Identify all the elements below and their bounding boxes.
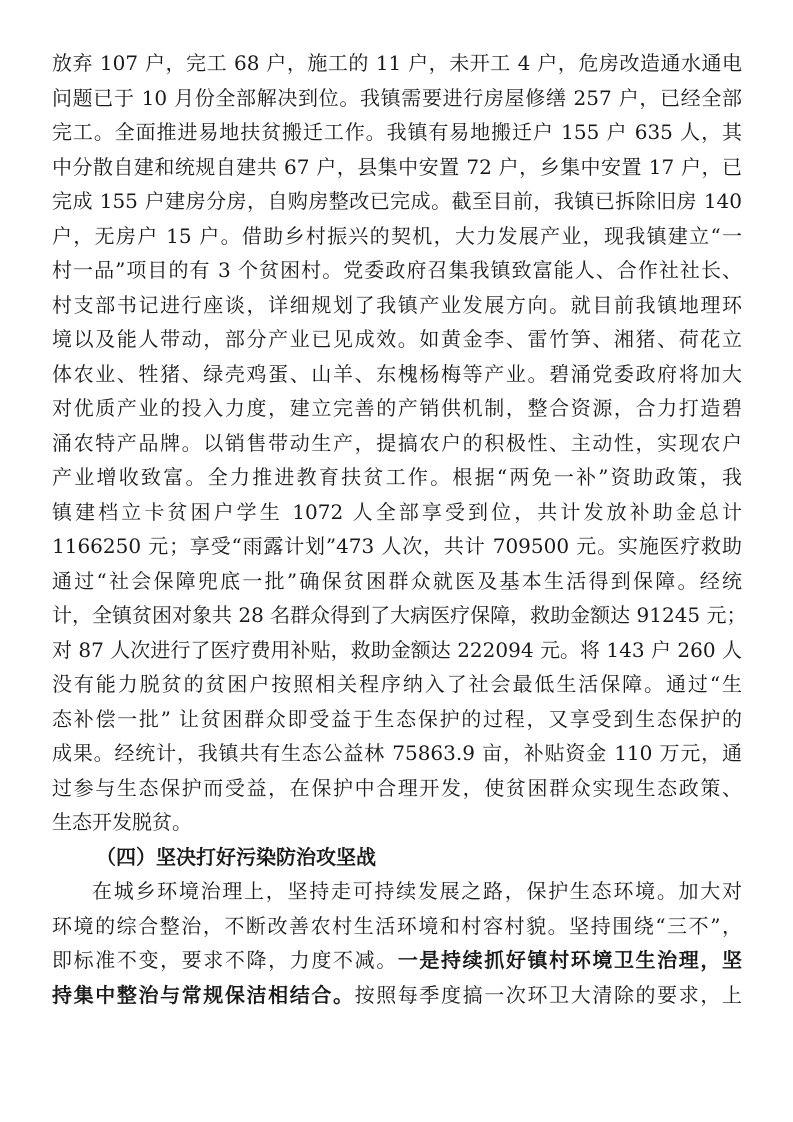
text-line: 中分散自建和统规自建共 67 户，县集中安置 72 户，乡集中安置 17 户，已 [52, 154, 742, 179]
text-line: 对 87 人次进行了医疗费用补贴，救助金额达 222094 元。将 143 户 260 人 [52, 637, 742, 662]
text-line: 生态开发脱贫。 [52, 810, 192, 834]
text-line: 没有能力脱贫的贫困户按照相关程序纳入了社会最低生活保障。通过“生 [52, 672, 742, 696]
text-line: 体农业、牲猪、绿壳鸡蛋、山羊、东槐杨梅等产业。碧涌党委政府将加大 [52, 361, 742, 386]
text-line: 村一品”项目的有 3 个贫困村。党委政府召集我镇致富能人、合作社社长、 [52, 258, 742, 282]
text-line: 过参与生态保护而受益，在保护中合理开发，使贫困群众实现生态政策、 [52, 775, 742, 800]
text-line: 境以及能人带动，部分产业已见成效。如黄金李、雷竹笋、湘猪、荷花立 [52, 327, 742, 351]
section-heading: （四）坚决打好污染防治攻坚战 [96, 844, 376, 869]
text-line: 问题已于 10 月份全部解决到位。我镇需要进行房屋修缮 257 户，已经全部 [52, 85, 742, 110]
bold-text-segment: 持集中整治与常规保洁相结合。 [52, 982, 355, 1007]
text-line: 村支部书记进行座谈，详细规划了我镇产业发展方向。就目前我镇地理环 [52, 292, 742, 317]
text-line: 镇建档立卡贫困户学生 1072 人全部享受到位，共计发放补助金总计 [52, 499, 742, 524]
text-line: 计，全镇贫困对象共 28 名群众得到了大病医疗保障，救助金额达 91245 元； [52, 603, 747, 627]
text-line: 对优质产业的投入力度，建立完善的产销供机制，整合资源，合力打造碧 [52, 396, 742, 420]
text-line: 态补偿一批” 让贫困群众即受益于生态保护的过程，又享受到生态保护的 [52, 706, 742, 731]
text-line: 完工。全面推进易地扶贫搬迁工作。我镇有易地搬迁户 155 户 635 人，其 [52, 120, 742, 144]
text-line: 环境的综合整治，不断改善农村生活环境和村容村貌。坚持围绕“三不”， [52, 913, 742, 938]
bold-text-segment: 一是持续抓好镇村环境卫生治理，坚 [397, 948, 743, 972]
text-line: 通过“社会保障兜底一批”确保贫困群众就医及基本生活得到保障。经统 [52, 568, 742, 593]
text-line-mixed [52, 943, 742, 978]
text-line-mixed [52, 978, 742, 1013]
paragraph-environment [52, 874, 742, 1012]
text-line: 成果。经统计，我镇共有生态公益林 75863.9 亩，补贴资金 110 万元，通 [52, 741, 742, 765]
text-segment: 即标准不变，要求不降，力度不减。 [52, 948, 398, 972]
document-page [52, 46, 747, 1012]
text-line: 完成 155 户建房分房，自购房整改已完成。截至目前，我镇已拆除旧房 140 [52, 189, 742, 213]
text-line: 涌农特产品牌。以销售带动生产，提搞农户的积极性、主动性，实现农户 [52, 430, 742, 455]
text-line: 户，无房户 15 户。借助乡村振兴的契机，大力发展产业，现我镇建立“一 [52, 223, 742, 248]
text-line: 1166250 元；享受“雨露计划”473 人次，共计 709500 元。实施医疗救助 [52, 534, 742, 558]
text-line: 在城乡环境治理上，坚持走可持续发展之路，保护生态环境。加大对 [92, 879, 742, 903]
text-line: 放弃 107 户，完工 68 户，施工的 11 户，未开工 4 户，危房改造通水通电 [52, 51, 742, 75]
paragraph-poverty-alleviation [52, 46, 747, 840]
text-line: 产业增收致富。全力推进教育扶贫工作。根据“两免一补”资助政策，我 [52, 465, 742, 489]
text-segment: 按照每季度搞一次环卫大清除的要求，上 [354, 982, 743, 1007]
